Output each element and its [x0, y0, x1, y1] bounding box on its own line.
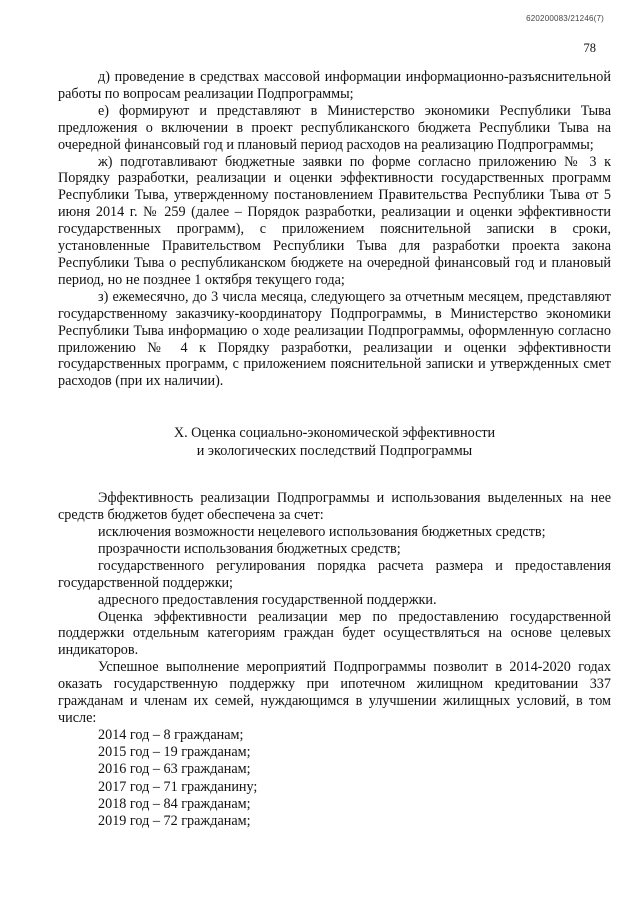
page-content [58, 69, 611, 830]
section-heading [58, 424, 611, 460]
section-heading-line1: X. Оценка социально-экономической эффективности [173, 425, 496, 442]
paragraph-e: е) формируют и представляют в Министерство экономики Республики Тыва предложения о включении в проект республиканского бюджета Республики Тыва на очередной финансовый год и плановый период расходов на реализацию Подпрограммы; [58, 102, 611, 153]
year-list [58, 727, 611, 830]
list-item-regulation: государственного регулирования порядка расчета размера и предоставления государственной поддержки; [58, 557, 611, 591]
year-item: 2019 год – 72 гражданам; [98, 812, 251, 829]
section-heading-line2: и экологических последствий Подпрограммы [196, 443, 473, 460]
year-item: 2016 год – 63 гражданам; [98, 761, 251, 778]
year-item: 2014 год – 8 гражданам; [98, 726, 244, 743]
year-item: 2018 год – 84 гражданам; [98, 795, 251, 812]
list-item-targeted: адресного предоставления государственной поддержки. [98, 591, 437, 608]
paragraph-evaluation: Оценка эффективности реализации мер по предоставлению государственной поддержки отдельным категориям граждан будет осуществляться на основе целевых индикаторов. [58, 608, 611, 659]
paragraph-d: д) проведение в средствах массовой информации информационно-разъяснительной работы по вопросам реализации Подпрограммы; [58, 69, 611, 102]
paragraph-zh: ж) подготавливают бюджетные заявки по форме согласно приложению № 3 к Порядку разработки, реализации и оценки эффективности государственных программ Республики Тыва, утвержденному постановлением Правительства Республики Тыва от 5 июня 2014 г. № 259 (далее – Порядок разработки, реализации и оценки эффективности государственных программ), с приложением пояснительной записки в сроки, установленные Правительством Республики Тыва для разработки проекта закона Республики Тыва о республиканском бюджете на очередной финансовый год и плановый период, но не позднее 1 октября текущего года; [58, 153, 611, 288]
year-item: 2015 год – 19 гражданам; [98, 744, 251, 761]
page-number: 78 [583, 41, 596, 55]
paragraph-success: Успешное выполнение мероприятий Подпрограммы позволит в 2014-2020 годах оказать государственную поддержку при ипотечном жилищном кредитовании 337 гражданам и членам их семей, нуждающимся в улучшении жилищных условий, в том числе: [58, 659, 611, 726]
list-item-exclusion: исключения возможности нецелевого использования бюджетных средств; [98, 524, 546, 541]
paragraph-z: з) ежемесячно, до 3 числа месяца, следующего за отчетным месяцем, представляют государственному заказчику-координатору Подпрограммы, в Министерство экономики Республики Тыва информацию о ходе реализации Подпрограммы, оформленную согласно приложению № 4 к Порядку разработки, реализации и оценки эффективности государственных программ, с приложением пояснительной записки и утвержденных смет расходов (при их наличии). [58, 288, 611, 390]
list-item-transparency: прозрачности использования бюджетных средств; [98, 540, 401, 557]
document-id: 620200083/21246(7) [526, 14, 604, 23]
paragraph-efficiency: Эффективность реализации Подпрограммы и использования выделенных на нее средств бюджетов будет обеспечена за счет: [58, 490, 611, 524]
year-item: 2017 год – 71 гражданину; [98, 778, 258, 795]
